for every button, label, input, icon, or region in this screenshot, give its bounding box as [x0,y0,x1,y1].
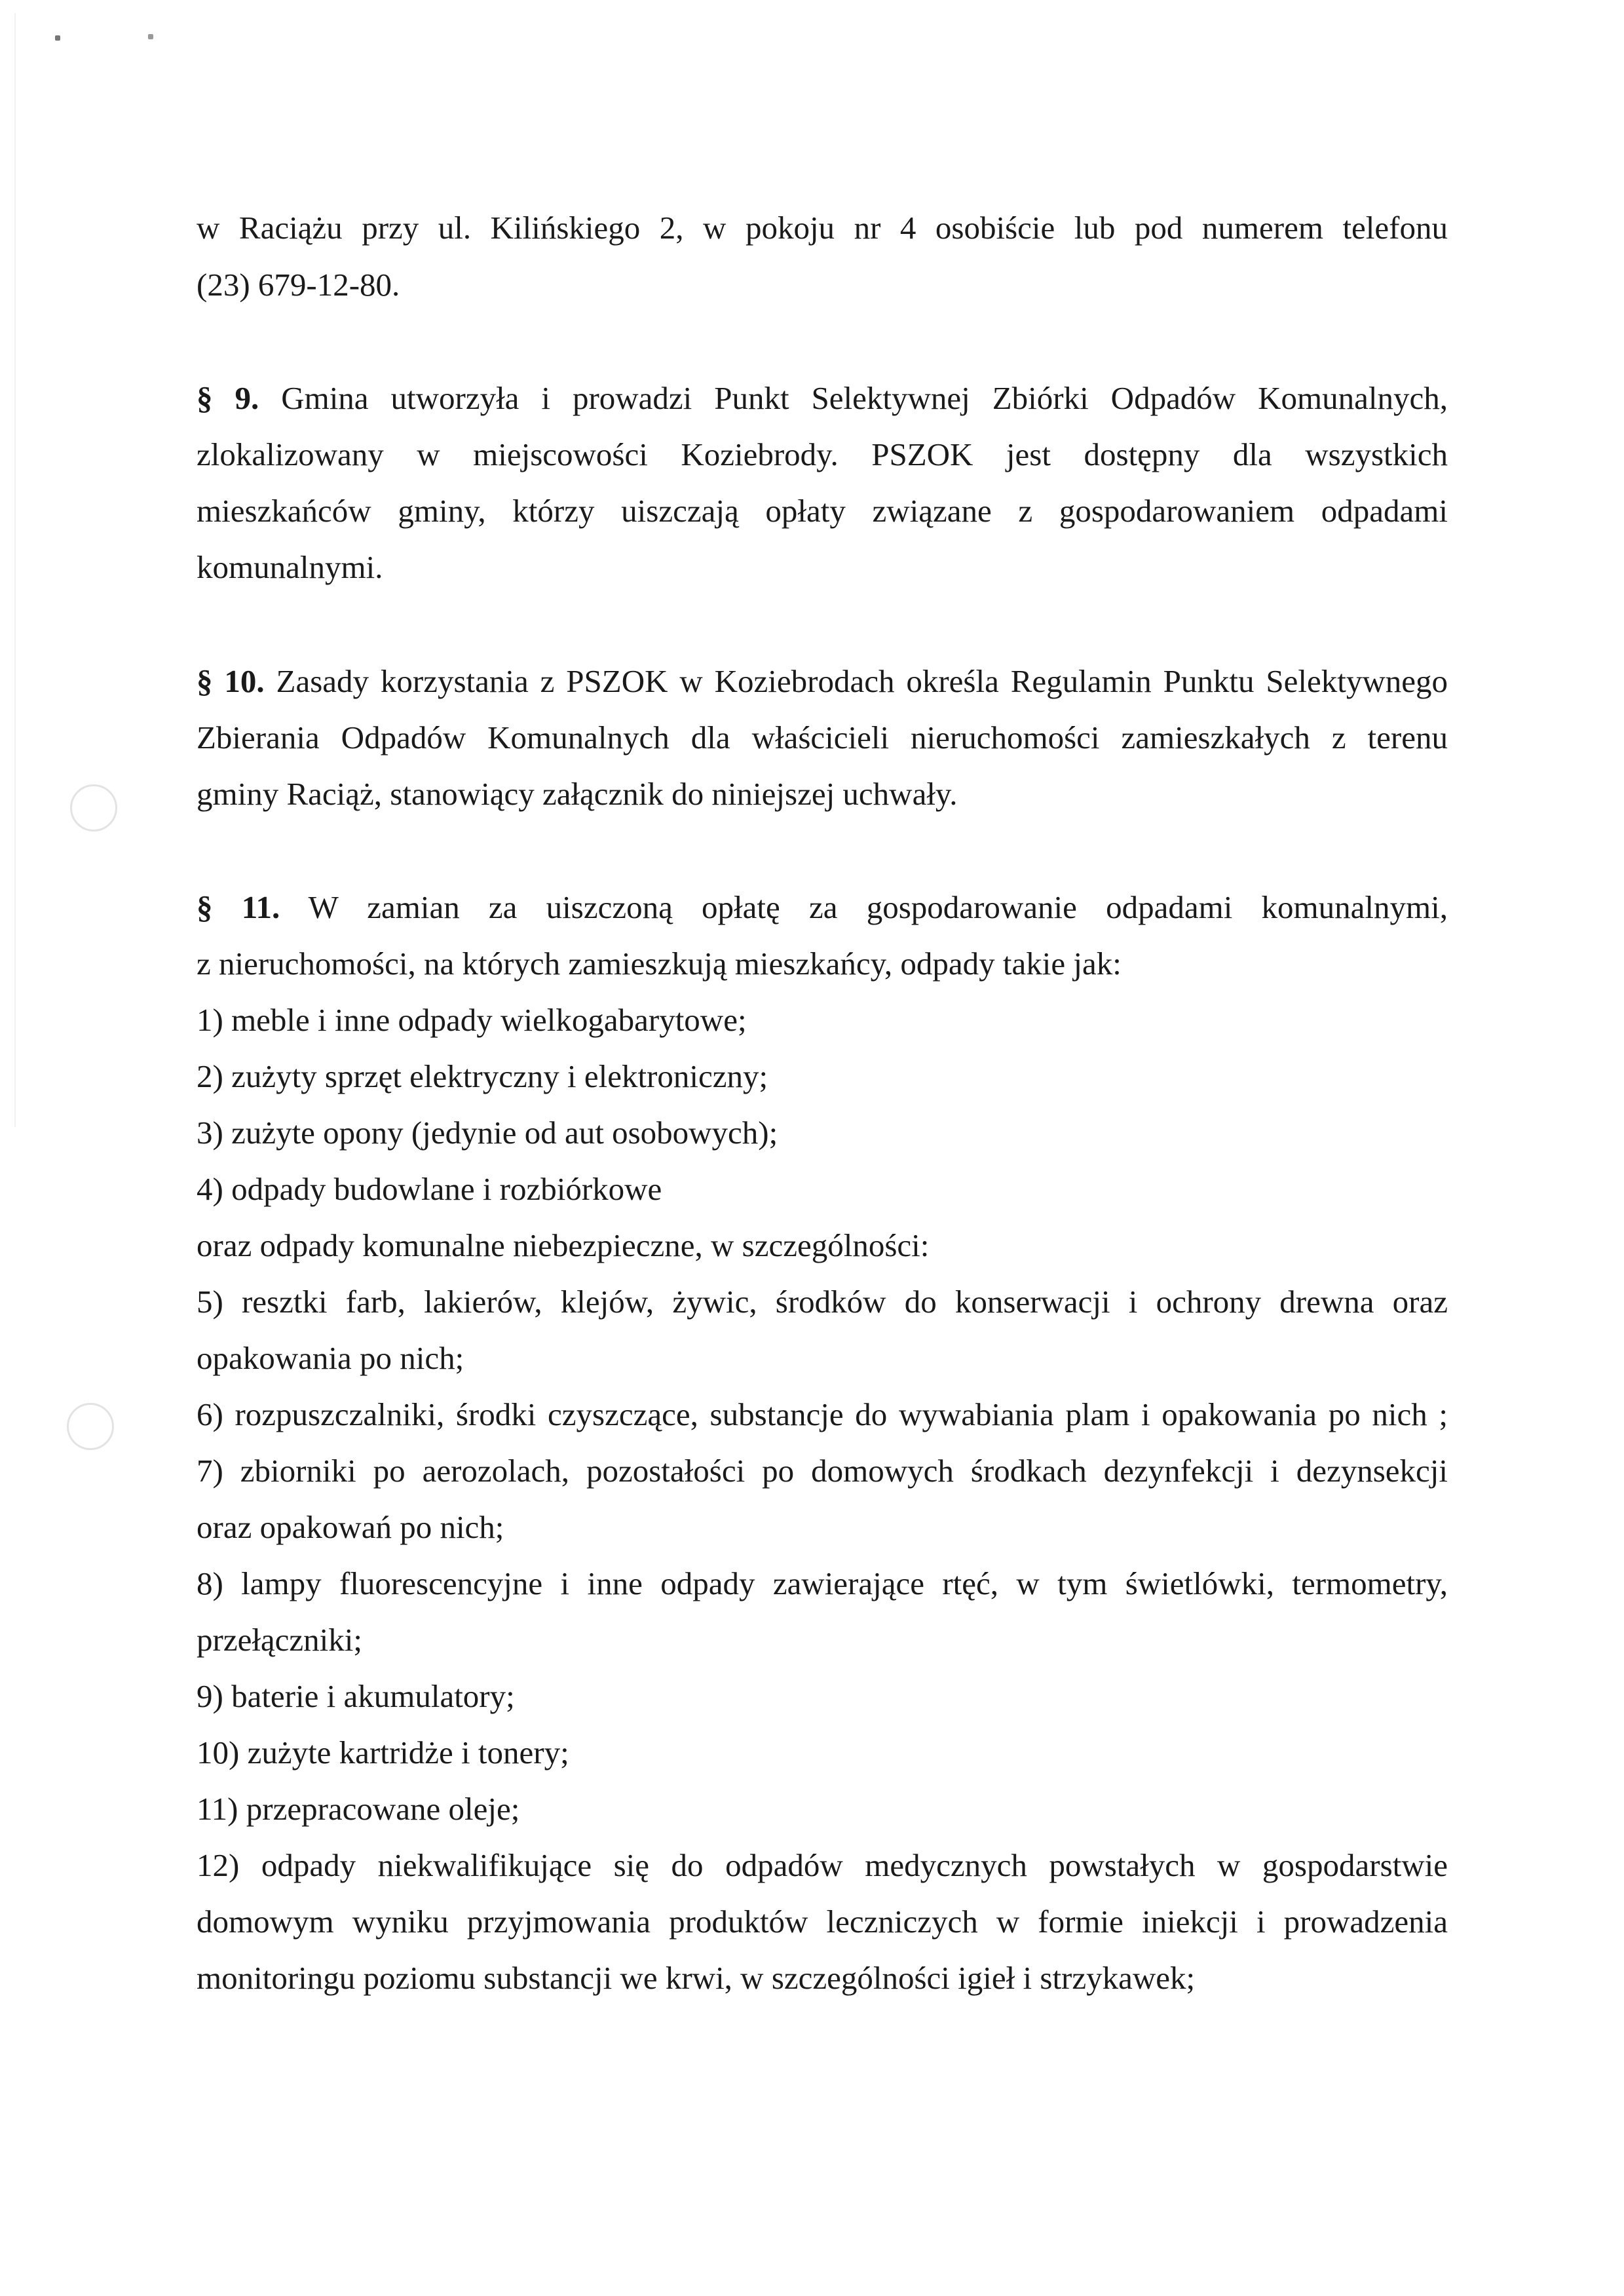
list-item: 12) odpady niekwalifikujące się do odpadów medycznych powstałych w gospodarstwie [197,1847,1448,1883]
list-item-continuation: oraz opakowań po nich; [197,1509,504,1545]
list-item: 10) zużyte kartridże i tonery; [197,1734,569,1770]
list-item: 7) zbiorniki po aerozolach, pozostałości po domowych środkach dezynfekcji i dezynsekcji [197,1453,1448,1489]
list-item-continuation: domowym wyniku przyjmowania produktów leczniczych w formie iniekcji i prowadzenia [197,1904,1448,1940]
paragraph-10-line: § 10. Zasady korzystania z PSZOK w Koziebrodach określa Regulamin Punktu Selektywnego [197,663,1448,699]
list-item: 9) baterie i akumulatory; [197,1678,515,1714]
paragraph-11-line: z nieruchomości, na których zamieszkują mieszkańcy, odpady takie jak: [197,946,1122,982]
list-item-continuation: monitoringu poziomu substancji we krwi, w szczególności igieł i strzykawek; [197,1960,1196,1996]
list-item: 1) meble i inne odpady wielkogabarytowe; [197,1002,747,1038]
list-item: 5) resztki farb, lakierów, klejów, żywic, środków do konserwacji i ochrony drewna oraz [197,1284,1448,1320]
list-item: 4) odpady budowlane i rozbiórkowe [197,1171,662,1207]
text-line: oraz odpady komunalne niebezpieczne, w szczególności: [197,1227,930,1263]
scan-edge [14,13,16,1127]
list-item: 2) zużyty sprzęt elektryczny i elektroniczny; [197,1058,768,1094]
list-item: 11) przepracowane oleje; [197,1791,520,1827]
list-item-continuation: przełączniki; [197,1622,363,1658]
paragraph-10-line: Zbierania Odpadów Komunalnych dla właścicieli nieruchomości zamieszkałych z terenu [197,719,1448,756]
list-item: 3) zużyte opony (jedynie od aut osobowych); [197,1115,778,1151]
text-line: (23) 679-12-80. [197,267,400,303]
list-item-continuation: opakowania po nich; [197,1340,464,1376]
scan-speck [55,35,60,41]
paragraph-9-line: zlokalizowany w miejscowości Koziebrody. PSZOK jest dostępny dla wszystkich [197,436,1448,472]
paragraph-11-line: § 11. W zamian za uiszczoną opłatę za gospodarowanie odpadami komunalnymi, [197,889,1448,925]
punch-hole-icon [67,1403,114,1450]
paragraph-9-line: mieszkańców gminy, którzy uiszczają opłaty związane z gospodarowaniem odpadami [197,493,1448,529]
list-item: 8) lampy fluorescencyjne i inne odpady zawierające rtęć, w tym świetlówki, termometry, [197,1565,1448,1601]
scan-speck [148,34,153,39]
section-mark: § 11. [197,889,280,925]
section-mark: § 9. [197,380,259,416]
paragraph-9-line: komunalnymi. [197,549,383,585]
paragraph-10-line: gminy Raciąż, stanowiący załącznik do niniejszej uchwały. [197,776,958,812]
list-item: 6) rozpuszczalniki, środki czyszczące, substancje do wywabiania plam i opakowania po nich ; [197,1396,1448,1432]
text-line: w Raciążu przy ul. Kilińskiego 2, w pokoju nr 4 osobiście lub pod numerem telefonu [197,210,1448,246]
paragraph-9-line: § 9. Gmina utworzyła i prowadzi Punkt Selektywnej Zbiórki Odpadów Komunalnych, [197,380,1448,416]
section-mark: § 10. [197,663,265,699]
punch-hole-icon [70,784,117,832]
